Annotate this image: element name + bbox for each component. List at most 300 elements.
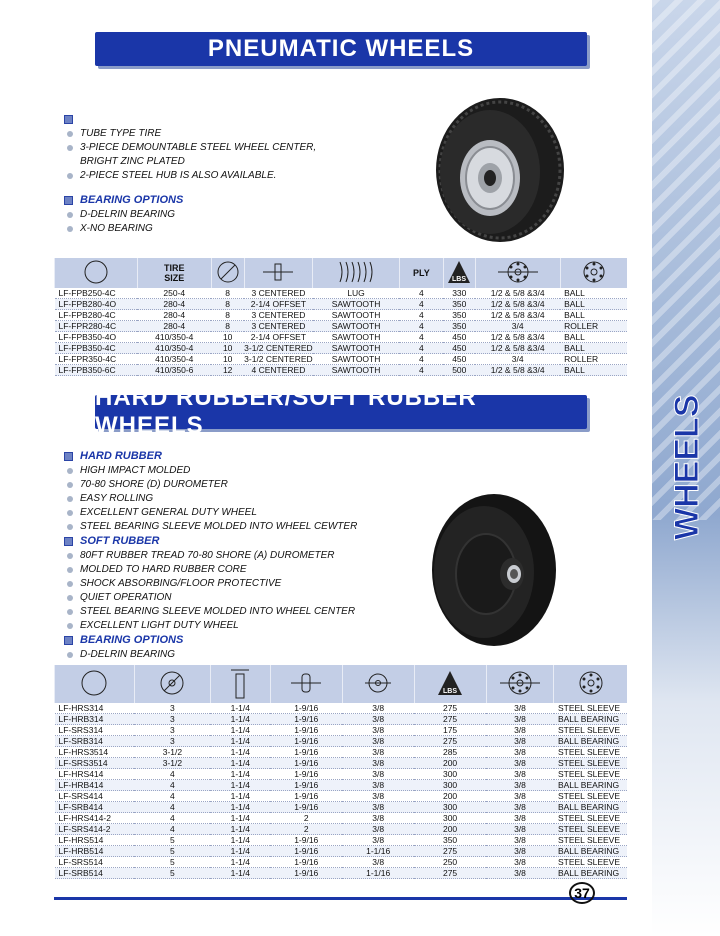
table-cell: LF-HRS414-2	[55, 813, 135, 824]
table-row	[55, 714, 628, 725]
table-cell: 4	[399, 321, 443, 332]
table-cell: 275	[414, 736, 486, 747]
wheel-diameter-icon	[158, 669, 186, 697]
table-cell: 4	[134, 802, 210, 813]
pneumatic-banner	[95, 32, 587, 66]
table-cell: 275	[414, 846, 486, 857]
bearing-bore-icon	[498, 669, 542, 697]
table-cell: 1-1/4	[210, 824, 270, 835]
table-row	[55, 288, 628, 299]
table-row	[55, 747, 628, 758]
feature-item: 3-PIECE DEMOUNTABLE STEEL WHEEL CENTER,	[64, 141, 316, 155]
table-cell: BALL	[560, 310, 627, 321]
table-cell: 3	[134, 736, 210, 747]
bullet-icon	[67, 482, 73, 488]
table-cell: 3/8	[486, 747, 554, 758]
bullet-icon	[67, 131, 73, 137]
model-circle-icon	[80, 669, 108, 697]
table-cell: LF-FPB350-4C	[55, 343, 138, 354]
bullet-icon	[67, 595, 73, 601]
bearing-type-icon	[581, 259, 607, 285]
table-cell: 3/8	[486, 736, 554, 747]
table-cell: BALL	[560, 365, 627, 376]
table-cell: BALL	[560, 288, 627, 299]
bullet-icon	[67, 173, 73, 179]
table-cell: 410/350-4	[137, 354, 211, 365]
feature-item: STEEL BEARING SLEEVE MOLDED INTO WHEEL CENTER	[64, 605, 357, 619]
table-cell: 275	[414, 714, 486, 725]
pneumatic-tire-image	[428, 92, 568, 244]
table-cell: LF-FPB280-4O	[55, 299, 138, 310]
table-cell: 3-1/2 CENTERED	[244, 354, 313, 364]
hub-offset-icon	[261, 261, 295, 283]
table-cell: 3/8	[486, 813, 554, 824]
footer-rule	[54, 897, 627, 900]
table-cell: 5	[134, 835, 210, 846]
table-cell: LF-SRS414	[55, 791, 135, 802]
table-row	[55, 769, 628, 780]
soft-rubber-heading: SOFT RUBBER	[64, 534, 357, 549]
bullet-icon	[67, 145, 73, 151]
load-capacity-header	[443, 258, 475, 288]
table-cell: 3/8	[342, 769, 414, 780]
table-cell: 4	[399, 288, 443, 299]
table-cell: LF-FPB250-4C	[55, 288, 138, 299]
table-cell: 4	[134, 813, 210, 824]
feature-item: SHOCK ABSORBING/FLOOR PROTECTIVE	[64, 577, 357, 591]
hub-length-icon	[289, 670, 323, 696]
table-row	[55, 758, 628, 769]
table-cell: 3/8	[486, 857, 554, 868]
feature-item: EASY ROLLING	[64, 492, 357, 506]
table-cell: SAWTOOTH	[313, 332, 400, 343]
table-cell: 4	[399, 365, 443, 376]
table-cell: 10	[211, 332, 244, 343]
rubber-features	[64, 449, 357, 662]
table-cell: 8	[211, 310, 244, 321]
bullet-icon	[67, 510, 73, 516]
table-cell: LF-SRS3514	[55, 758, 135, 769]
table-cell: LF-FPB350-4O	[55, 332, 138, 343]
features-heading-marker	[64, 112, 316, 127]
table-cell: 4 CENTERED	[244, 365, 313, 376]
pneumatic-features	[64, 112, 316, 236]
table-cell: 450	[443, 332, 475, 343]
table-cell: LF-HRS314	[55, 703, 135, 714]
table-cell: 1-9/16	[270, 736, 342, 747]
table-cell: SAWTOOTH	[313, 365, 400, 376]
table-cell: 4	[134, 791, 210, 802]
bullet-icon	[67, 226, 73, 232]
table-cell: 4	[399, 310, 443, 321]
table-cell: STEEL SLEEVE	[554, 769, 627, 780]
table-cell: 1-1/4	[210, 703, 270, 714]
feature-item: 2-PIECE STEEL HUB IS ALSO AVAILABLE.	[64, 169, 316, 183]
table-cell: ROLLER	[560, 321, 627, 332]
table-cell: 300	[414, 813, 486, 824]
table-cell: 1-9/16	[270, 857, 342, 868]
bullet-icon	[67, 496, 73, 502]
table-cell: 3 CENTERED	[244, 310, 313, 321]
table-cell: 3/8	[342, 835, 414, 846]
table-cell: 3-1/2	[134, 747, 210, 758]
table-row	[55, 736, 628, 747]
bullet-icon	[67, 468, 73, 474]
square-bullet-icon	[64, 115, 73, 124]
table-cell: 200	[414, 824, 486, 835]
table-cell: 4	[134, 824, 210, 835]
table-cell: 2	[270, 813, 342, 824]
table-cell: LF-SRS514	[55, 857, 135, 868]
bearing-options-heading: BEARING OPTIONS	[64, 633, 357, 648]
table-cell: LF-SRS314	[55, 725, 135, 736]
table-cell: 280-4	[137, 310, 211, 321]
table-cell: 175	[414, 725, 486, 736]
bore-header	[475, 258, 560, 288]
side-decoration	[652, 0, 720, 936]
table-cell: 3/8	[486, 758, 554, 769]
pneumatic-table-body	[55, 288, 628, 376]
bearing-type-header	[560, 258, 627, 288]
table-cell: 1/2 & 5/8 &3/4	[475, 288, 560, 299]
table-cell: BALL BEARING	[554, 868, 627, 879]
table-cell: 10	[211, 343, 244, 354]
table-cell: 4	[134, 780, 210, 791]
hub-length-header	[270, 665, 342, 703]
table-cell: 330	[443, 288, 475, 299]
table-cell: 280-4	[137, 321, 211, 332]
table-cell: BALL BEARING	[554, 802, 627, 813]
table-row	[55, 835, 628, 846]
table-cell: 3/8	[342, 714, 414, 725]
table-cell: 3/8	[486, 835, 554, 846]
table-cell: 1-1/4	[210, 868, 270, 879]
rubber-wheel-image	[422, 490, 562, 650]
bearing-bore-header	[486, 665, 554, 703]
table-cell: 3	[134, 714, 210, 725]
table-cell: STEEL SLEEVE	[554, 725, 627, 736]
bearing-type-icon	[577, 669, 605, 697]
table-row	[55, 725, 628, 736]
table-header-row	[55, 665, 628, 703]
table-cell: 410/350-4	[137, 332, 211, 343]
table-cell: 1-9/16	[270, 791, 342, 802]
table-cell: 450	[443, 343, 475, 354]
bore-header	[342, 665, 414, 703]
table-cell: 1-9/16	[270, 780, 342, 791]
ply-header: PLY	[399, 258, 443, 288]
bullet-icon	[67, 623, 73, 629]
table-cell: LF-SRS414-2	[55, 824, 135, 835]
rubber-title: HARD RUBBER/SOFT RUBBER WHEELS	[95, 384, 477, 439]
table-cell: 1-1/4	[210, 725, 270, 736]
table-cell: 350	[443, 310, 475, 321]
table-cell: 500	[443, 365, 475, 376]
load-capacity-header	[414, 665, 486, 703]
table-cell: 3/8	[342, 802, 414, 813]
table-cell: 3/8	[486, 714, 554, 725]
tread-width-icon	[228, 666, 252, 700]
table-cell: BALL	[560, 343, 627, 354]
table-row	[55, 343, 628, 354]
table-cell: 200	[414, 791, 486, 802]
bearing-type-header	[554, 665, 627, 703]
feature-item: STEEL BEARING SLEEVE MOLDED INTO WHEEL CEWTER	[64, 520, 357, 534]
table-cell: BALL BEARING	[554, 714, 627, 725]
table-row	[55, 868, 628, 879]
rubber-spec-table	[54, 665, 627, 879]
table-cell: 3/4	[475, 321, 560, 332]
table-cell: STEEL SLEEVE	[554, 857, 627, 868]
table-cell: 3/8	[342, 813, 414, 824]
feature-item: EXCELLENT GENERAL DUTY WHEEL	[64, 506, 357, 520]
table-cell: 450	[443, 354, 475, 365]
table-cell: 1-1/4	[210, 857, 270, 868]
feature-item: EXCELLENT LIGHT DUTY WHEEL	[64, 619, 357, 633]
bullet-icon	[67, 212, 73, 218]
model-header	[55, 665, 135, 703]
table-cell: 1/2 & 5/8 &3/4	[475, 310, 560, 321]
table-cell: LF-HRS3514	[55, 747, 135, 758]
bullet-icon	[67, 609, 73, 615]
table-cell: 5	[134, 846, 210, 857]
table-cell: 300	[414, 780, 486, 791]
table-cell: LF-SRB514	[55, 868, 135, 879]
square-bullet-icon	[64, 636, 73, 645]
table-cell: 1-9/16	[270, 802, 342, 813]
table-cell: 350	[443, 321, 475, 332]
tread-header	[313, 258, 400, 288]
table-cell: 3/8	[342, 747, 414, 758]
table-cell: 285	[414, 747, 486, 758]
table-row	[55, 332, 628, 343]
tire-size-header: TIRE SIZE	[137, 258, 211, 288]
tread-width-header	[210, 665, 270, 703]
table-cell: 2	[270, 824, 342, 835]
table-cell: 350	[414, 835, 486, 846]
table-cell: 1-1/4	[210, 846, 270, 857]
table-cell: 3/8	[486, 703, 554, 714]
wheel-diameter-header	[134, 665, 210, 703]
table-cell: 3/8	[486, 824, 554, 835]
table-row	[55, 321, 628, 332]
table-cell: SAWTOOTH	[313, 299, 400, 310]
table-cell: 1-1/4	[210, 813, 270, 824]
table-cell: 4	[399, 343, 443, 354]
table-cell: 3/8	[486, 780, 554, 791]
table-cell: SAWTOOTH	[313, 343, 400, 354]
bearing-bore-icon	[496, 259, 540, 285]
table-cell: 1-1/16	[342, 868, 414, 879]
bullet-icon	[67, 581, 73, 587]
bullet-icon	[67, 567, 73, 573]
tread-icon	[336, 259, 376, 285]
table-cell: LF-HRB314	[55, 714, 135, 725]
table-cell: SAWTOOTH	[313, 310, 400, 321]
table-cell: 250	[414, 857, 486, 868]
table-row	[55, 791, 628, 802]
table-cell: STEEL SLEEVE	[554, 703, 627, 714]
table-cell: 3 CENTERED	[244, 288, 313, 299]
table-cell: 1/2 & 5/8 &3/4	[475, 299, 560, 310]
table-cell: 10	[211, 354, 244, 365]
table-cell: STEEL SLEEVE	[554, 813, 627, 824]
feature-item: TUBE TYPE TIRE	[64, 127, 316, 141]
table-cell: 410/350-6	[137, 365, 211, 376]
table-cell: 1-1/16	[342, 846, 414, 857]
table-cell: 2-1/4 OFFSET	[244, 299, 313, 310]
table-cell: SAWTOOTH	[313, 354, 400, 365]
table-row	[55, 780, 628, 791]
table-cell: 3-1/2 CENTERED	[244, 343, 313, 353]
table-cell: STEEL SLEEVE	[554, 824, 627, 835]
feature-item: HIGH IMPACT MOLDED	[64, 464, 357, 478]
table-row	[55, 703, 628, 714]
table-cell: BALL BEARING	[554, 736, 627, 747]
table-cell: 1-9/16	[270, 846, 342, 857]
table-row	[55, 857, 628, 868]
table-cell: 280-4	[137, 299, 211, 310]
bullet-icon	[67, 524, 73, 530]
table-cell: 1-1/4	[210, 736, 270, 747]
table-cell: 3/8	[486, 791, 554, 802]
wheel-diameter-header	[211, 258, 244, 288]
bullet-icon	[67, 652, 73, 658]
table-cell: 410/350-4	[137, 343, 211, 354]
svg-text:WHEELS: WHEELS	[668, 394, 706, 540]
feature-item: 70-80 SHORE (D) DUROMETER	[64, 478, 357, 492]
pneumatic-title: PNEUMATIC WHEELS	[207, 35, 475, 62]
table-cell: 300	[414, 769, 486, 780]
bearing-option: X-NO BEARING	[64, 222, 316, 236]
table-cell: 1-1/4	[210, 769, 270, 780]
bore-icon	[363, 670, 393, 696]
table-cell: 3/8	[486, 769, 554, 780]
table-cell: 8	[211, 321, 244, 332]
table-cell: 5	[134, 857, 210, 868]
table-row	[55, 310, 628, 321]
load-capacity-icon	[446, 259, 472, 285]
hard-rubber-heading: HARD RUBBER	[64, 449, 357, 464]
table-row	[55, 365, 628, 376]
table-cell: LF-SRB414	[55, 802, 135, 813]
table-cell: STEEL SLEEVE	[554, 791, 627, 802]
bearing-option: D-DELRIN BEARING	[64, 208, 316, 222]
table-cell: 3/4	[475, 354, 560, 365]
table-cell: 1-9/16	[270, 769, 342, 780]
table-cell: 4	[399, 299, 443, 310]
table-cell: LF-HRS414	[55, 769, 135, 780]
table-cell: SAWTOOTH	[313, 321, 400, 332]
table-cell: 1/2 & 5/8 &3/4	[475, 343, 560, 354]
table-cell: 12	[211, 365, 244, 376]
table-cell: LF-HRB414	[55, 780, 135, 791]
page-number: 37	[569, 882, 595, 904]
table-cell: 1-1/4	[210, 780, 270, 791]
table-cell: 8	[211, 288, 244, 299]
table-cell: 3	[134, 725, 210, 736]
table-cell: LF-HRS514	[55, 835, 135, 846]
table-cell: 1-9/16	[270, 747, 342, 758]
table-cell: BALL	[560, 332, 627, 343]
table-cell: LF-FPR350-4C	[55, 354, 138, 365]
svg-text:LBS: LBS	[443, 688, 458, 695]
table-cell: 2-1/4 OFFSET	[244, 332, 313, 343]
table-cell: 1-9/16	[270, 725, 342, 736]
table-row	[55, 824, 628, 835]
table-cell: 3/8	[342, 791, 414, 802]
table-cell: 3 CENTERED	[244, 321, 313, 332]
table-cell: LF-SRB314	[55, 736, 135, 747]
feature-item: 80FT RUBBER TREAD 70-80 SHORE (A) DUROMETER	[64, 549, 357, 563]
table-cell: ROLLER	[560, 354, 627, 365]
table-cell: 3	[134, 703, 210, 714]
table-cell: BALL BEARING	[554, 780, 627, 791]
table-cell: 5	[134, 868, 210, 879]
table-cell: STEEL SLEEVE	[554, 758, 627, 769]
table-cell: LUG	[313, 288, 400, 299]
table-cell: 1/2 & 5/8 &3/4	[475, 365, 560, 376]
table-cell: 1-1/4	[210, 714, 270, 725]
table-cell: 1-9/16	[270, 703, 342, 714]
side-label	[658, 394, 714, 544]
square-bullet-icon	[64, 452, 73, 461]
model-header	[55, 258, 138, 288]
table-cell: 1/2 & 5/8 &3/4	[475, 332, 560, 343]
table-cell: 1-9/16	[270, 714, 342, 725]
table-cell: 1-1/4	[210, 747, 270, 758]
table-cell: 1-9/16	[270, 835, 342, 846]
table-cell: 4	[399, 354, 443, 365]
wheel-diameter-icon	[215, 259, 241, 285]
table-cell: 1-9/16	[270, 758, 342, 769]
square-bullet-icon	[64, 537, 73, 546]
table-row	[55, 813, 628, 824]
table-cell: 1-9/16	[270, 868, 342, 879]
table-cell: 1-1/4	[210, 758, 270, 769]
table-row	[55, 299, 628, 310]
table-cell: LF-FPR280-4C	[55, 321, 138, 332]
table-cell: 350	[443, 299, 475, 310]
table-cell: STEEL SLEEVE	[554, 835, 627, 846]
rubber-table-body	[55, 703, 628, 879]
feature-item-continued: BRIGHT ZINC PLATED	[80, 156, 185, 167]
table-cell: 4	[399, 332, 443, 343]
table-cell: LF-FPB280-4C	[55, 310, 138, 321]
table-cell: 1-1/4	[210, 802, 270, 813]
table-cell: 3/8	[342, 736, 414, 747]
feature-item: MOLDED TO HARD RUBBER CORE	[64, 563, 357, 577]
bullet-icon	[67, 553, 73, 559]
table-cell: 3/8	[342, 703, 414, 714]
table-cell: 3/8	[486, 802, 554, 813]
pneumatic-spec-table	[54, 258, 627, 376]
table-cell: 250-4	[137, 288, 211, 299]
table-cell: LF-FPB350-6C	[55, 365, 138, 376]
table-cell: 3/8	[342, 758, 414, 769]
table-cell: 3/8	[486, 846, 554, 857]
bearing-options-heading: BEARING OPTIONS	[64, 193, 316, 208]
bearing-option: D-DELRIN BEARING	[64, 648, 357, 662]
table-cell: 3/8	[342, 725, 414, 736]
svg-text:LBS: LBS	[452, 276, 467, 283]
table-cell: 275	[414, 868, 486, 879]
load-capacity-icon	[436, 669, 464, 697]
rubber-banner	[95, 384, 587, 439]
table-cell: 200	[414, 758, 486, 769]
table-cell: 1-1/4	[210, 835, 270, 846]
table-cell: 275	[414, 703, 486, 714]
